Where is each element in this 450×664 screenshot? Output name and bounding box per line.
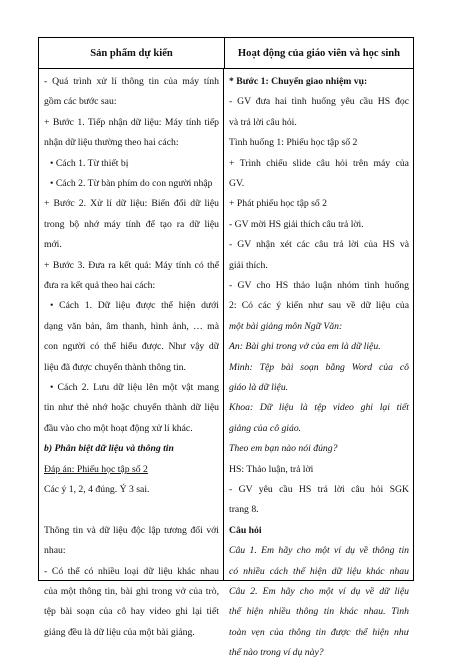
product-line: + Bước 2. Xử lí dữ liệu: Biến đổi dữ liệu <box>44 198 219 210</box>
product-line: gồm các bước sau: <box>44 96 117 108</box>
product-line: b) Phân biệt dữ liệu và thông tin <box>44 443 174 455</box>
header-expected-products: Sản phẩm dự kiến <box>39 38 225 68</box>
product-line: + Bước 3. Đưa ra kết quả: Máy tính có thể <box>44 259 219 271</box>
product-line: mới. <box>44 239 62 251</box>
activity-line: toàn vẹn của thông tin được thể hiện như <box>229 626 409 638</box>
activity-line: giảng của cô giáo. <box>229 422 302 434</box>
product-line: liệu đã được chuyển thành thông tin. <box>44 361 186 373</box>
product-line: Các ý 1, 2, 4 đúng. Ý 3 sai. <box>44 483 150 495</box>
activity-line: Minh: Tệp bài soạn bằng Word của cô <box>229 361 409 373</box>
activity-line: - GV nhận xét các câu trả lời của HS và <box>229 239 409 251</box>
activity-line: Theo em bạn nào nói đúng? <box>229 443 338 455</box>
activity-line: Khoa: Dữ liệu là tệp video ghi lại tiết <box>229 402 409 414</box>
product-line: + Bước 1. Tiếp nhận dữ liệu: Máy tính tiếp <box>44 116 219 128</box>
activity-line: HS: Thảo luận, trả lời <box>229 463 314 475</box>
activity-line: Câu 2. Em hãy cho một ví dụ về dữ liệu <box>229 586 409 597</box>
product-line <box>44 500 219 520</box>
product-line: Thông tin và dữ liệu độc lập tương đối với <box>44 524 219 536</box>
expected-products-column <box>39 69 224 638</box>
product-line: dạng văn bản, âm thanh, hình ảnh, … mà <box>44 320 219 332</box>
activity-line: - GV đưa hai tình huống yêu cầu HS đọc <box>229 96 409 108</box>
product-line: • Cách 2. Từ bàn phím do con người nhập <box>50 178 213 189</box>
product-line: Đáp án: Phiếu học tập số 2 <box>44 463 148 475</box>
activity-line: GV. <box>229 178 245 189</box>
activity-line: Câu hỏi <box>229 524 262 536</box>
product-line: - Quá trình xử lí thông tin của máy tính <box>44 76 219 87</box>
activity-line: giải thích. <box>229 259 268 271</box>
activity-line: và trả lời câu hỏi. <box>229 116 297 128</box>
table-header <box>39 38 413 69</box>
product-line: của một thông tin, bài ghi trong vở của trò, <box>44 585 219 597</box>
product-line: nhau: <box>44 545 66 557</box>
product-line: đưa ra kết quả theo hai cách: <box>44 279 156 291</box>
activities-column <box>224 69 413 659</box>
activity-line: * Bước 1: Chuyển giao nhiệm vụ: <box>229 76 368 87</box>
activity-line: Tình huống 1: Phiếu học tập số 2 <box>229 137 358 149</box>
product-line: nhận dữ liệu thường theo hai cách: <box>44 137 179 149</box>
activity-line: An: Bài ghi trong vở của em là dữ liệu. <box>229 341 381 353</box>
product-line: • Cách 2. Lưu dữ liệu lên một vật mang <box>50 381 219 393</box>
product-line: giảng đều là dữ liệu của một bài giảng. <box>44 626 195 638</box>
product-line: tệp bài soạn của cô hay video ghi lại tiết <box>44 606 219 618</box>
activity-line: + Trình chiếu slide câu hỏi trên máy của <box>229 157 409 169</box>
product-line: • Cách 1. Dữ liệu được thể hiện dưới <box>50 300 219 312</box>
product-line: tin như thẻ nhớ hoặc chuyển thành dữ liệu <box>44 402 219 414</box>
activity-line: + Phát phiếu học tập số 2 <box>229 198 328 210</box>
activity-line: - GV yêu cầu HS trả lời câu hỏi SGK <box>229 484 409 496</box>
activity-line: - GV mời HS giải thích câu trả lời. <box>229 218 364 230</box>
activity-line: có nhiều cách thể hiện dữ liệu khác nhau <box>229 565 409 577</box>
activity-line: - GV cho HS thảo luận nhóm tình huống <box>229 280 409 292</box>
activity-line: 2: Có các ý kiến như sau về dữ liệu của <box>229 300 409 312</box>
activity-line: thế nào trong ví dụ này? <box>229 647 324 659</box>
product-line: con người có thể hiểu được. Như vậy dữ <box>44 341 219 353</box>
product-line: trong bộ nhớ máy tính để tạo ra dữ liệu <box>44 218 219 230</box>
lesson-table <box>38 37 414 659</box>
product-line: đầu vào cho một hoạt động xử lí khác. <box>44 422 193 434</box>
activity-line: thể hiện nhiều thông tin khác nhau. Tình <box>229 606 409 618</box>
activity-line: Câu 1. Em hãy cho một ví dụ về thông tin <box>229 545 409 557</box>
table-body <box>39 69 413 659</box>
header-teacher-student-activities: Hoạt động của giáo viên và học sinh <box>237 47 401 59</box>
product-line: • Cách 1. Từ thiết bị <box>50 157 129 169</box>
product-line: - Có thể có nhiều loại dữ liệu khác nhau <box>44 565 219 577</box>
activity-line: trang 8. <box>229 504 259 516</box>
activity-line: giáo là dữ liệu. <box>229 382 289 393</box>
activity-line: một bài giảng môn Ngữ Văn: <box>229 320 343 332</box>
